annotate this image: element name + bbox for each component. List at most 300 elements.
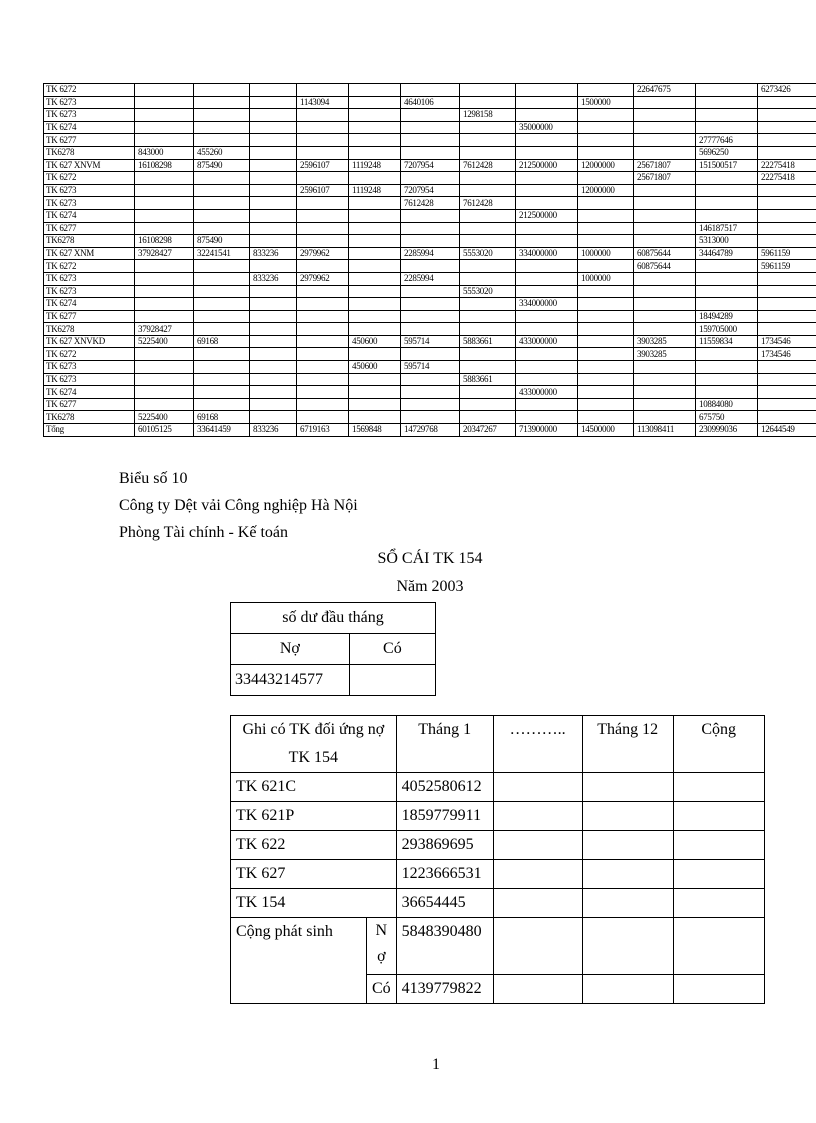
account-column-header xyxy=(231,716,397,773)
value-cell xyxy=(297,310,349,323)
value-cell: 37928427 xyxy=(135,247,194,260)
value-cell: 1143094 xyxy=(297,96,349,109)
account-header-line1: Ghi có TK đối ứng nợ xyxy=(242,721,385,738)
value-cell xyxy=(696,209,758,222)
value-cell xyxy=(401,386,460,399)
value-cell xyxy=(578,222,634,235)
value-cell xyxy=(194,323,250,336)
arising-debit-dots xyxy=(493,918,582,975)
account-cell: TK 6272 xyxy=(44,172,135,185)
value-cell xyxy=(135,109,194,122)
value-cell xyxy=(696,285,758,298)
value-cell xyxy=(349,373,401,386)
value-cell: 69168 xyxy=(194,335,250,348)
value-cell xyxy=(250,411,297,424)
value-cell xyxy=(349,323,401,336)
value-cell: 843000 xyxy=(135,146,194,159)
table-row xyxy=(44,373,816,386)
value-cell: 14500000 xyxy=(578,424,634,437)
value-cell xyxy=(349,386,401,399)
value-cell: 32241541 xyxy=(194,247,250,260)
value-cell: 146187517 xyxy=(696,222,758,235)
value-cell xyxy=(250,222,297,235)
value-cell: 833236 xyxy=(250,424,297,437)
table-row xyxy=(44,209,816,222)
value-cell: 5961159 xyxy=(758,260,816,273)
value-cell: 450600 xyxy=(349,361,401,374)
table-row xyxy=(44,323,816,336)
account-cell: TK6278 xyxy=(44,323,135,336)
value-cell xyxy=(297,398,349,411)
ledger-month1: 36654445 xyxy=(396,889,493,918)
value-cell xyxy=(297,84,349,97)
value-cell: 10884080 xyxy=(696,398,758,411)
value-cell xyxy=(297,121,349,134)
value-cell xyxy=(135,310,194,323)
value-cell xyxy=(634,272,696,285)
account-cell: TK 627 XNM xyxy=(44,247,135,260)
value-cell xyxy=(349,84,401,97)
ledger-empty-cell xyxy=(673,802,764,831)
value-cell: 230999036 xyxy=(696,424,758,437)
value-cell xyxy=(460,323,516,336)
table-row xyxy=(44,398,816,411)
value-cell: 1734546 xyxy=(758,335,816,348)
value-cell: 675750 xyxy=(696,411,758,424)
value-cell xyxy=(634,386,696,399)
value-cell xyxy=(696,197,758,210)
table-row xyxy=(44,272,816,285)
value-cell xyxy=(516,172,578,185)
value-cell xyxy=(135,361,194,374)
arising-credit-month12 xyxy=(582,975,673,1004)
value-cell xyxy=(194,109,250,122)
value-cell xyxy=(758,146,816,159)
value-cell xyxy=(516,361,578,374)
value-cell xyxy=(634,373,696,386)
table-row xyxy=(44,184,816,197)
value-cell xyxy=(758,235,816,248)
value-cell xyxy=(135,197,194,210)
ledger-empty-cell xyxy=(582,860,673,889)
value-cell xyxy=(758,96,816,109)
value-cell xyxy=(194,197,250,210)
value-cell: 7612428 xyxy=(401,197,460,210)
value-cell xyxy=(349,285,401,298)
value-cell xyxy=(516,84,578,97)
value-cell xyxy=(297,361,349,374)
value-cell: 6273426 xyxy=(758,84,816,97)
ledger-table xyxy=(230,715,765,1004)
value-cell: 875490 xyxy=(194,159,250,172)
value-cell xyxy=(194,121,250,134)
table-row xyxy=(44,411,816,424)
value-cell xyxy=(516,96,578,109)
account-cell: TK 6272 xyxy=(44,260,135,273)
account-cell: TK 6273 xyxy=(44,285,135,298)
value-cell: 595714 xyxy=(401,335,460,348)
ledger-empty-cell xyxy=(493,773,582,802)
value-cell xyxy=(516,285,578,298)
ledger-month1: 1859779911 xyxy=(396,802,493,831)
value-cell xyxy=(578,285,634,298)
value-cell xyxy=(135,373,194,386)
value-cell xyxy=(250,84,297,97)
account-cell: TK 6273 xyxy=(44,197,135,210)
value-cell xyxy=(250,298,297,311)
value-cell xyxy=(696,109,758,122)
value-cell xyxy=(349,209,401,222)
value-cell xyxy=(578,398,634,411)
table-row xyxy=(44,84,816,97)
value-cell xyxy=(297,373,349,386)
table-row xyxy=(44,424,816,437)
value-cell xyxy=(135,121,194,134)
value-cell xyxy=(250,386,297,399)
value-cell xyxy=(297,386,349,399)
value-cell xyxy=(250,146,297,159)
value-cell xyxy=(135,260,194,273)
ledger-account: TK 621C xyxy=(231,773,397,802)
value-cell: 60875644 xyxy=(634,247,696,260)
table-row xyxy=(44,386,816,399)
ledger-empty-cell xyxy=(582,773,673,802)
value-cell: 34464789 xyxy=(696,247,758,260)
ledger-row xyxy=(231,860,765,889)
ledger-empty-cell xyxy=(493,802,582,831)
opening-balance-table xyxy=(230,602,436,696)
value-cell xyxy=(401,134,460,147)
value-cell: 1119248 xyxy=(349,159,401,172)
value-cell xyxy=(634,121,696,134)
value-cell xyxy=(135,285,194,298)
value-cell xyxy=(696,84,758,97)
value-cell: 7207954 xyxy=(401,159,460,172)
value-cell xyxy=(634,184,696,197)
value-cell xyxy=(297,260,349,273)
value-cell xyxy=(696,184,758,197)
value-cell: 25671807 xyxy=(634,159,696,172)
value-cell: 35000000 xyxy=(516,121,578,134)
value-cell: 33641459 xyxy=(194,424,250,437)
value-cell: 22647675 xyxy=(634,84,696,97)
value-cell: 12644549 xyxy=(758,424,816,437)
value-cell xyxy=(460,348,516,361)
value-cell xyxy=(578,172,634,185)
value-cell xyxy=(516,109,578,122)
value-cell xyxy=(349,235,401,248)
table-row xyxy=(44,134,816,147)
value-cell: 433000000 xyxy=(516,386,578,399)
value-cell xyxy=(696,348,758,361)
table-row xyxy=(44,335,816,348)
value-cell xyxy=(297,411,349,424)
value-cell xyxy=(516,272,578,285)
value-cell xyxy=(460,398,516,411)
value-cell xyxy=(758,109,816,122)
value-cell xyxy=(349,121,401,134)
value-cell xyxy=(578,209,634,222)
value-cell xyxy=(194,272,250,285)
value-cell xyxy=(460,96,516,109)
value-cell xyxy=(578,298,634,311)
value-cell xyxy=(135,386,194,399)
table-row xyxy=(44,121,816,134)
value-cell xyxy=(297,335,349,348)
value-cell xyxy=(135,222,194,235)
value-cell xyxy=(194,310,250,323)
ledger-row xyxy=(231,889,765,918)
account-cell: TK6278 xyxy=(44,235,135,248)
debit-label-part1: N xyxy=(375,922,388,939)
value-cell: 212500000 xyxy=(516,209,578,222)
value-cell xyxy=(460,121,516,134)
value-cell xyxy=(460,298,516,311)
value-cell xyxy=(460,146,516,159)
value-cell: 27777646 xyxy=(696,134,758,147)
account-header-line2: TK 154 xyxy=(288,749,338,766)
value-cell xyxy=(516,134,578,147)
ledger-empty-cell xyxy=(493,831,582,860)
table-row xyxy=(44,146,816,159)
value-cell: 7612428 xyxy=(460,197,516,210)
account-cell: TK 6274 xyxy=(44,386,135,399)
value-cell xyxy=(349,96,401,109)
table-row xyxy=(44,361,816,374)
account-cell: TK 6273 xyxy=(44,184,135,197)
value-cell: 3903285 xyxy=(634,335,696,348)
table-row xyxy=(44,285,816,298)
arising-debit-total xyxy=(673,918,764,975)
account-cell: TK 6273 xyxy=(44,96,135,109)
value-cell xyxy=(460,134,516,147)
account-cell: TK 6273 xyxy=(44,109,135,122)
value-cell: 713900000 xyxy=(516,424,578,437)
value-cell xyxy=(250,209,297,222)
value-cell xyxy=(401,373,460,386)
value-cell xyxy=(460,310,516,323)
value-cell: 18494289 xyxy=(696,310,758,323)
value-cell xyxy=(401,310,460,323)
value-cell xyxy=(516,310,578,323)
value-cell xyxy=(297,235,349,248)
value-cell: 1298158 xyxy=(460,109,516,122)
value-cell: 14729768 xyxy=(401,424,460,437)
value-cell xyxy=(250,260,297,273)
ledger-empty-cell xyxy=(673,831,764,860)
value-cell xyxy=(460,272,516,285)
table-row xyxy=(44,260,816,273)
value-cell xyxy=(578,323,634,336)
value-cell: 3903285 xyxy=(634,348,696,361)
ledger-empty-cell xyxy=(673,773,764,802)
month1-header: Tháng 1 xyxy=(396,716,493,773)
value-cell xyxy=(194,209,250,222)
value-cell xyxy=(460,361,516,374)
value-cell: 595714 xyxy=(401,361,460,374)
value-cell xyxy=(349,348,401,361)
table-row xyxy=(44,109,816,122)
value-cell xyxy=(250,96,297,109)
value-cell xyxy=(758,386,816,399)
value-cell xyxy=(634,134,696,147)
month12-header: Tháng 12 xyxy=(582,716,673,773)
value-cell xyxy=(460,222,516,235)
value-cell: 2596107 xyxy=(297,159,349,172)
value-cell: 151500517 xyxy=(696,159,758,172)
value-cell: 4640106 xyxy=(401,96,460,109)
value-cell xyxy=(401,146,460,159)
value-cell xyxy=(516,323,578,336)
value-cell xyxy=(516,197,578,210)
value-cell xyxy=(250,109,297,122)
value-cell xyxy=(250,172,297,185)
value-cell: 7612428 xyxy=(460,159,516,172)
value-cell xyxy=(250,184,297,197)
dots-header: ……….. xyxy=(493,716,582,773)
value-cell xyxy=(250,335,297,348)
value-cell xyxy=(250,121,297,134)
account-cell: TK 6274 xyxy=(44,209,135,222)
value-cell xyxy=(578,361,634,374)
value-cell xyxy=(634,96,696,109)
value-cell xyxy=(194,386,250,399)
value-cell: 22275418 xyxy=(758,159,816,172)
account-cell: TK 6272 xyxy=(44,84,135,97)
value-cell xyxy=(401,209,460,222)
account-cell: TK 627 XNVKD xyxy=(44,335,135,348)
value-cell xyxy=(135,298,194,311)
value-cell xyxy=(516,222,578,235)
value-cell xyxy=(758,209,816,222)
value-cell xyxy=(349,222,401,235)
value-cell xyxy=(349,146,401,159)
account-cell: TK6278 xyxy=(44,411,135,424)
value-cell xyxy=(460,172,516,185)
value-cell xyxy=(460,386,516,399)
value-cell xyxy=(250,235,297,248)
value-cell xyxy=(634,298,696,311)
value-cell xyxy=(758,361,816,374)
value-cell xyxy=(401,109,460,122)
value-cell xyxy=(696,272,758,285)
value-cell xyxy=(401,84,460,97)
value-cell xyxy=(578,310,634,323)
value-cell xyxy=(401,222,460,235)
credit-header: Có xyxy=(349,634,435,665)
value-cell xyxy=(578,386,634,399)
table-row xyxy=(44,222,816,235)
ledger-month1: 4052580612 xyxy=(396,773,493,802)
ledger-empty-cell xyxy=(582,889,673,918)
value-cell xyxy=(634,361,696,374)
total-header: Cộng xyxy=(673,716,764,773)
table-row xyxy=(44,247,816,260)
value-cell xyxy=(297,134,349,147)
value-cell: 7207954 xyxy=(401,184,460,197)
ledger-title: SỔ CÁI TK 154 xyxy=(377,550,483,567)
page-number: 1 xyxy=(432,1056,440,1073)
value-cell xyxy=(135,209,194,222)
value-cell xyxy=(135,398,194,411)
debit-label-part2: ợ xyxy=(377,948,386,965)
value-cell xyxy=(349,272,401,285)
value-cell: 334000000 xyxy=(516,298,578,311)
value-cell xyxy=(696,260,758,273)
value-cell xyxy=(578,84,634,97)
value-cell xyxy=(401,235,460,248)
arising-label: Cộng phát sinh xyxy=(231,918,367,1004)
value-cell xyxy=(401,121,460,134)
value-cell xyxy=(578,335,634,348)
ledger-empty-cell xyxy=(493,889,582,918)
value-cell xyxy=(758,272,816,285)
value-cell: 875490 xyxy=(194,235,250,248)
value-cell xyxy=(460,235,516,248)
value-cell xyxy=(696,298,758,311)
value-cell xyxy=(250,134,297,147)
opening-balance-header: số dư đầu tháng xyxy=(231,603,436,634)
value-cell xyxy=(250,285,297,298)
table-row xyxy=(44,310,816,323)
arising-credit-value: 4139779822 xyxy=(396,975,493,1004)
value-cell: 334000000 xyxy=(516,247,578,260)
value-cell: 433000000 xyxy=(516,335,578,348)
value-cell: 5225400 xyxy=(135,335,194,348)
value-cell xyxy=(578,134,634,147)
arising-debit-month12 xyxy=(582,918,673,975)
account-cell: TK6278 xyxy=(44,146,135,159)
value-cell xyxy=(401,260,460,273)
value-cell xyxy=(297,146,349,159)
value-cell xyxy=(578,235,634,248)
ledger-row xyxy=(231,831,765,860)
value-cell: 69168 xyxy=(194,411,250,424)
value-cell: 159705000 xyxy=(696,323,758,336)
value-cell xyxy=(696,361,758,374)
value-cell: 1119248 xyxy=(349,184,401,197)
value-cell xyxy=(297,209,349,222)
value-cell xyxy=(578,146,634,159)
value-cell xyxy=(460,84,516,97)
value-cell xyxy=(250,348,297,361)
value-cell: 455260 xyxy=(194,146,250,159)
account-cell: TK 6274 xyxy=(44,121,135,134)
value-cell: 5553020 xyxy=(460,285,516,298)
value-cell xyxy=(250,373,297,386)
value-cell xyxy=(758,310,816,323)
value-cell: 1500000 xyxy=(578,96,634,109)
value-cell xyxy=(135,272,194,285)
allocation-table xyxy=(43,83,816,437)
arising-debit-value: 5848390480 xyxy=(396,918,493,975)
value-cell xyxy=(401,298,460,311)
value-cell xyxy=(634,411,696,424)
value-cell xyxy=(634,109,696,122)
value-cell xyxy=(460,184,516,197)
value-cell xyxy=(194,134,250,147)
value-cell xyxy=(135,348,194,361)
value-cell xyxy=(135,172,194,185)
account-cell: Tổng xyxy=(44,424,135,437)
value-cell xyxy=(194,222,250,235)
value-cell xyxy=(194,96,250,109)
value-cell xyxy=(349,260,401,273)
value-cell: 25671807 xyxy=(634,172,696,185)
ledger-empty-cell xyxy=(673,889,764,918)
arising-credit-total xyxy=(673,975,764,1004)
value-cell: 2285994 xyxy=(401,272,460,285)
